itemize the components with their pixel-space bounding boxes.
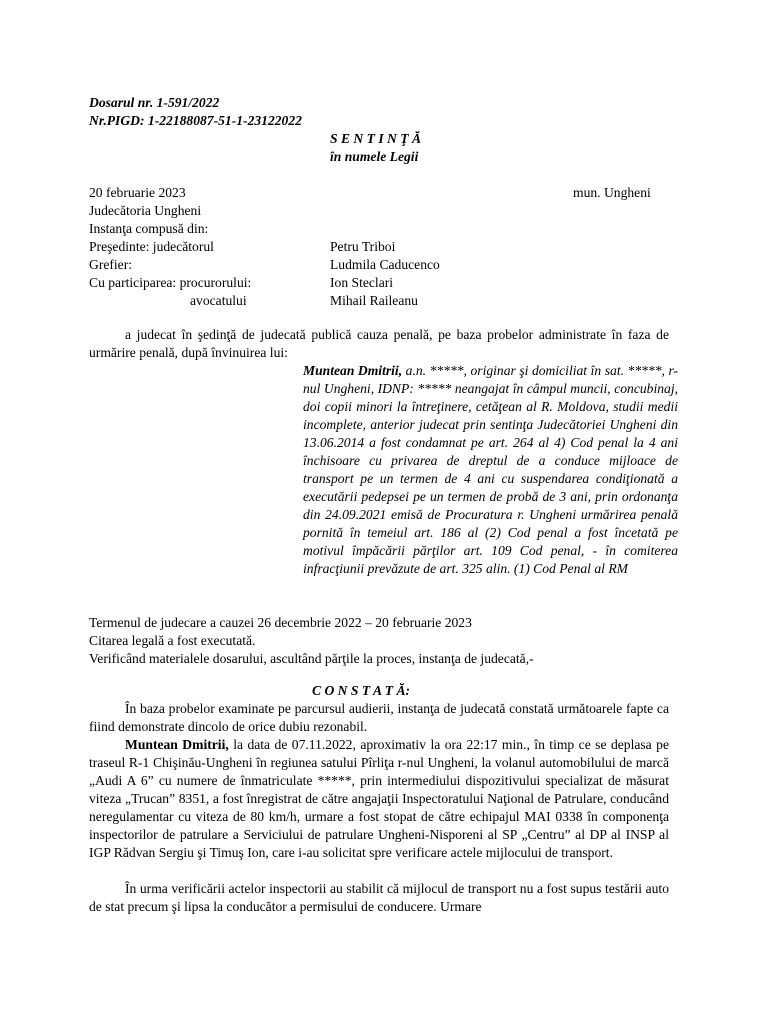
document-title: S E N T I N Ţ Ă: [330, 131, 422, 146]
verification-line: Verificând materialele dosarului, ascultând părţile la proces, instanţa de judecată,-: [89, 651, 534, 666]
intro-paragraph: a judecat în şedinţă de judecată publică cauza penală, pe baza probelor administrate în faza de urmărire penală, după învinuirea lui:: [89, 327, 669, 360]
prosecutor-name: Ion Steclari: [330, 275, 394, 290]
lawyer-label: avocatului: [190, 293, 247, 308]
court-name: Judecătoria Ungheni: [89, 203, 202, 218]
lawyer-name: Mihail Raileanu: [330, 293, 418, 308]
finds-heading: C O N S T A T Ă:: [312, 683, 411, 698]
pigd-number: Nr.PIGD: 1-22188087-51-1-23122022: [89, 113, 302, 128]
accused-name: Muntean Dmitrii,: [303, 363, 403, 378]
president-label: Preşedinte: judecătorul: [89, 239, 214, 254]
president-name: Petru Triboi: [330, 239, 396, 254]
document-subtitle: în numele Legii: [330, 149, 419, 164]
trial-term: Termenul de judecare a cauzei 26 decembrie 2022 – 20 februarie 2023: [89, 615, 472, 630]
defendant-name: Muntean Dmitrii,: [125, 737, 229, 752]
accused-details: a.n. *****, originar şi domiciliat în sat. *****, r-nul Ungheni, IDNP: ***** neangajat în câmpul muncii, concubinaj, doi copii minori la întreţinere, cetăţean al R. Moldova, studii medii incomplete, anterior judecat prin sentinţa Judecătoriei Ungheni din 13.06.2014 a fost condamnat pe art. 264 al 4) Cod penal la 4 ani închisoare cu privarea de dreptul de a conduce mijloace de transport pe un termen de 4 ani cu suspendarea condiţionată a executării pedepsei pe un termen de probă de 3 ani, prin ordonanţa din 24.09.2021 emisă de Procuratura r. Ungheni urmărirea penală pornită în temeiul art. 186 al (2) Cod penal a fost încetată pe motivul împăcării părţilor art. 109 Cod penal, - în comiterea infracţiunii prevăzute de art. 325 alin. (1) Cod Penal al RM: [303, 363, 678, 576]
case-number: Dosarul nr. 1-591/2022: [89, 95, 220, 110]
clerk-label: Grefier:: [89, 257, 133, 272]
summons-line: Citarea legală a fost executată.: [89, 633, 256, 648]
finding-paragraph-2-text: la data de 07.11.2022, aproximativ la ora 22:17 min., în timp ce se deplasa pe traseul R-1 Chişinău-Ungheni în regiunea satului Pîrliţa r-nul Ungheni, la volanul automobilului de marcă „Audi A 6” cu numere de înmatriculate *****, prin intermediului dispozitivului specializat de măsurat viteza „Trucan” 8351, a fost înregistrat de către angajaţii Inspectoratului Naţional de Patrulare, conducând neregulamentar cu viteza de 80 km/h, urmare a fost stopat de către echipajul MAI 0338 în componenţa inspectorilor de patrulare a Serviciului de patrulare Ungheni-Nisporeni al SP „Centru” al DP al INSP al IGP Rădvan Sergiu şi Timuş Ion, care i-au solicitat spre verificare actele mijlocului de transport.: [89, 737, 669, 860]
sentence-date: 20 februarie 2023: [89, 185, 186, 200]
finding-paragraph-3: În urma verificării actelor inspectorii au stabilit că mijlocul de transport nu a fost supus testării auto de stat precum şi lipsa la conducător a permisului de conducere. Urmare: [89, 881, 669, 914]
sentence-place: mun. Ungheni: [573, 185, 651, 200]
prosecutor-label: Cu participarea: procurorului:: [89, 275, 252, 290]
accused-block: [303, 362, 678, 578]
clerk-name: Ludmila Caducenco: [330, 257, 440, 272]
finding-paragraph-1: În baza probelor examinate pe parcursul audierii, instanţa de judecată constată următoarele fapte ca fiind demonstrate dincolo de orice dubiu rezonabil.: [89, 701, 669, 734]
composition-label: Instanţa compusă din:: [89, 221, 209, 236]
finding-paragraph-2: [89, 736, 669, 862]
